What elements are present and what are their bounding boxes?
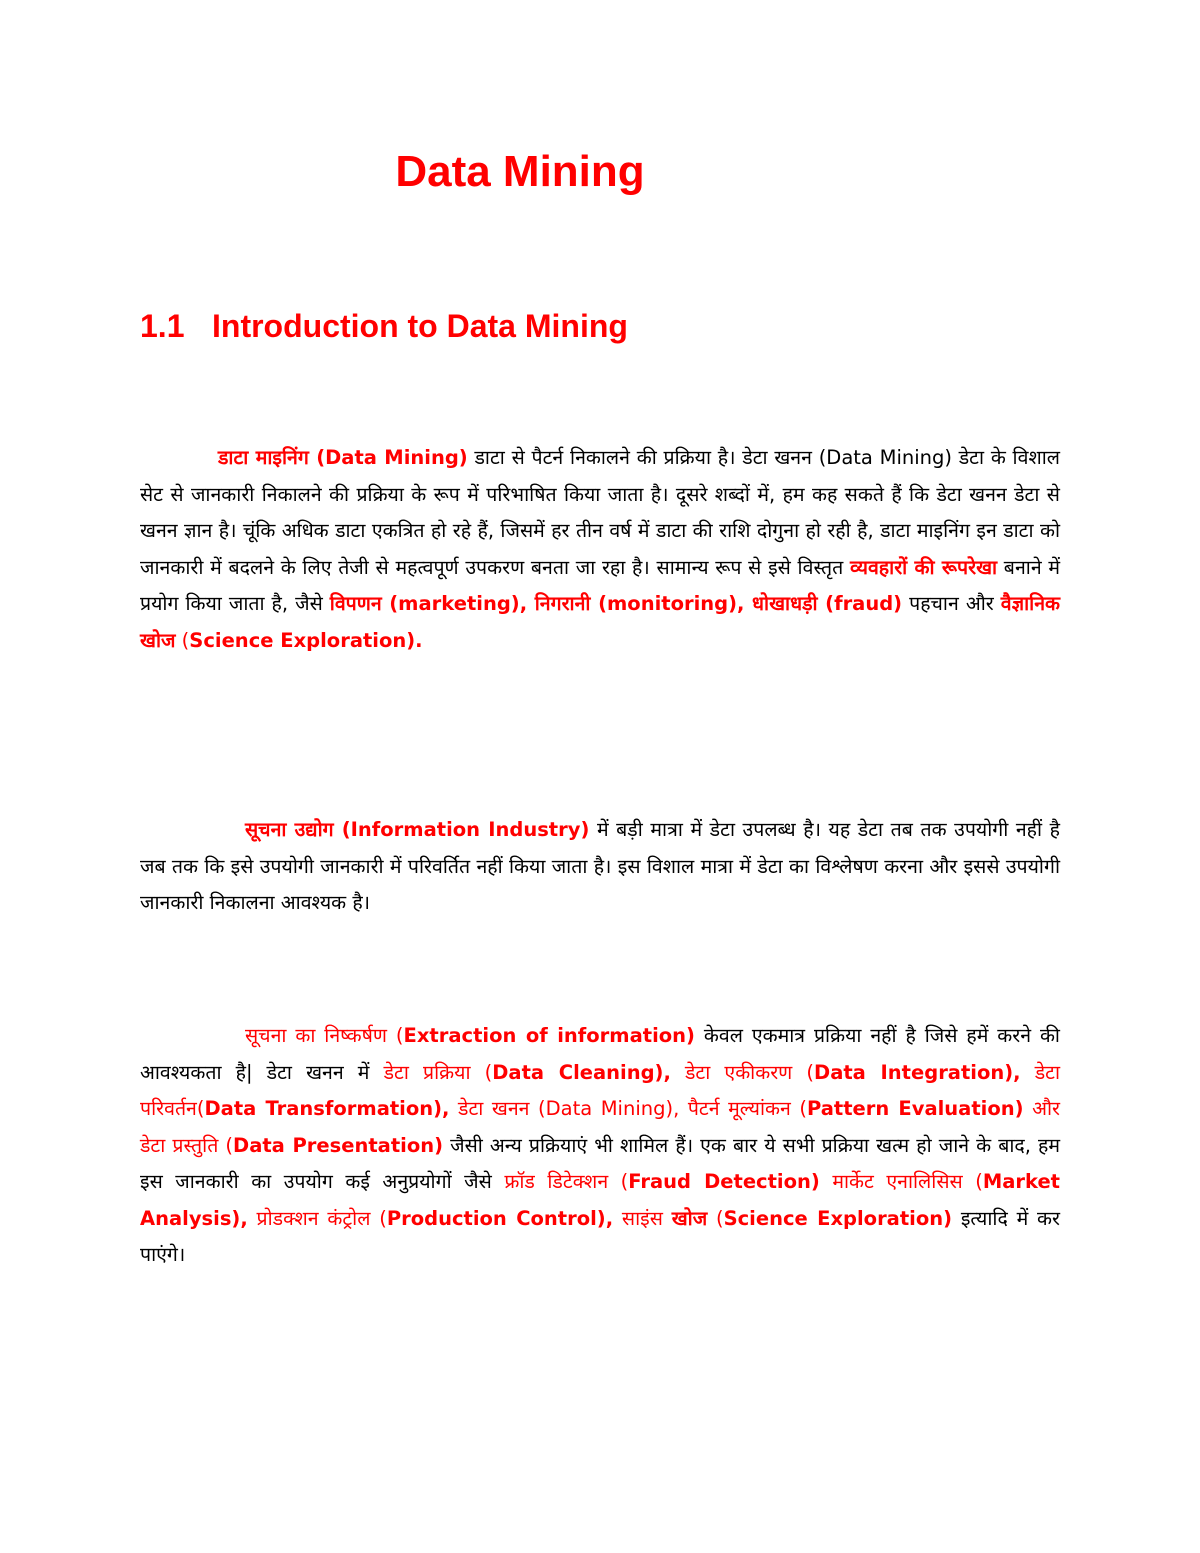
body-text: में बड़ी मात्रा में डेटा उपलब्ध है। यह डेटा तब तक उपयोगी नहीं है जब तक कि इसे उपयोगी जानकारी में परिवर्तित नहीं किया जाता है। इस विशाल मात्रा में डेटा का विश्लेषण करना और इससे उपयोगी जानकारी निकालना आवश्यक है। bbox=[140, 818, 1060, 914]
highlighted-term: सूचना का निष्कर्षण ( bbox=[245, 1024, 404, 1047]
highlighted-term: Data Transformation), bbox=[204, 1097, 450, 1120]
highlighted-term: Science Exploration) bbox=[723, 1206, 953, 1230]
highlighted-term: मार्केट एनालिसिस ( bbox=[819, 1170, 983, 1193]
highlighted-term: प्रोडक्शन कंट्रोल ( bbox=[247, 1206, 387, 1230]
highlighted-term: फ्रॉड डिटेक्शन ( bbox=[504, 1170, 629, 1193]
highlighted-term: Production Control), bbox=[386, 1206, 614, 1230]
highlighted-term: वैज्ञानिक खोज bbox=[140, 592, 1061, 652]
highlighted-term: और डेटा प्रस्तुति ( bbox=[140, 1097, 1060, 1157]
paragraph-extraction-of-information bbox=[140, 1018, 1060, 1274]
paragraph-information-industry bbox=[140, 812, 1060, 922]
highlighted-term: Data Presentation) bbox=[233, 1133, 444, 1157]
highlighted-term: व्यवहारों की रूपरेखा bbox=[849, 555, 998, 579]
highlighted-term: Fraud Detection) bbox=[628, 1170, 820, 1193]
highlighted-term: Science Exploration). bbox=[189, 628, 423, 652]
highlighted-term: ( bbox=[175, 628, 190, 652]
document-title: Data Mining bbox=[395, 147, 645, 196]
highlighted-term: सूचना उद्योग (Information Industry) bbox=[245, 818, 590, 841]
body-text: डाटा से पैटर्न निकालने की प्रक्रिया है। डेटा खनन (Data Mining) डेटा के विशाल सेट से जानकारी निकालने की प्रक्रिया के रूप में परिभाषित किया जाता है। दूसरे शब्दों में, हम कह सकते हैं कि डेटा खनन डेटा से खनन ज्ञान है। चूंकि अधिक डाटा एकत्रित हो रहे हैं, जिसमें हर तीन वर्ष में डाटा की राशि दोगुना हो रही है, डाटा माइनिंग इन डाटा को जानकारी में बदलने के लिए तेजी से महत्वपूर्ण उपकरण बनता जा रहा है। सामान्य रूप से इसे विस्तृत bbox=[140, 446, 1060, 579]
highlighted-term: Extraction of information) bbox=[403, 1024, 695, 1047]
section-number: 1.1 bbox=[140, 308, 185, 344]
body-text: इत्यादि में कर पाएंगे। bbox=[140, 1206, 1061, 1266]
highlighted-term: डेटा एकीकरण ( bbox=[670, 1060, 815, 1084]
highlighted-term: खोज bbox=[671, 1206, 708, 1230]
highlighted-term: डेटा प्रक्रिया ( bbox=[383, 1060, 493, 1084]
highlighted-term: डेटा खनन (Data Mining), पैटर्न मूल्यांकन ( bbox=[449, 1097, 807, 1120]
highlighted-term: Pattern Evaluation) bbox=[806, 1097, 1024, 1120]
body-text: केवल एकमात्र प्रक्रिया नहीं है जिसे हमें करने की आवश्यकता है| डेटा खनन में bbox=[140, 1024, 1060, 1084]
body-text: जैसी अन्य प्रक्रियाएं भी शामिल हैं। एक बार ये सभी प्रक्रिया खत्म हो जाने के बाद, हम इस जानकारी का उपयोग कई अनुप्रयोगों जैसे bbox=[140, 1133, 1061, 1193]
body-text: बनाने में प्रयोग किया जाता है, जैसे bbox=[140, 555, 1061, 615]
section-heading bbox=[140, 302, 628, 350]
highlighted-term: विपणन (marketing), निगरानी (monitoring), धोखाधड़ी (fraud) bbox=[329, 592, 903, 615]
highlighted-term: Data Cleaning), bbox=[492, 1060, 671, 1084]
highlighted-term: साइंस bbox=[613, 1206, 672, 1230]
highlighted-term: ( bbox=[707, 1206, 724, 1230]
highlighted-term: Data Integration), bbox=[814, 1060, 1021, 1084]
highlighted-term: डेटा परिवर्तन( bbox=[140, 1060, 1061, 1120]
highlighted-term: डाटा माइनिंग (Data Mining) bbox=[218, 446, 468, 469]
body-text: पहचान और bbox=[902, 592, 1001, 615]
paragraph-data-mining bbox=[140, 440, 1060, 659]
section-heading-text: Introduction to Data Mining bbox=[212, 308, 628, 344]
highlighted-term: Market Analysis), bbox=[140, 1170, 1060, 1230]
